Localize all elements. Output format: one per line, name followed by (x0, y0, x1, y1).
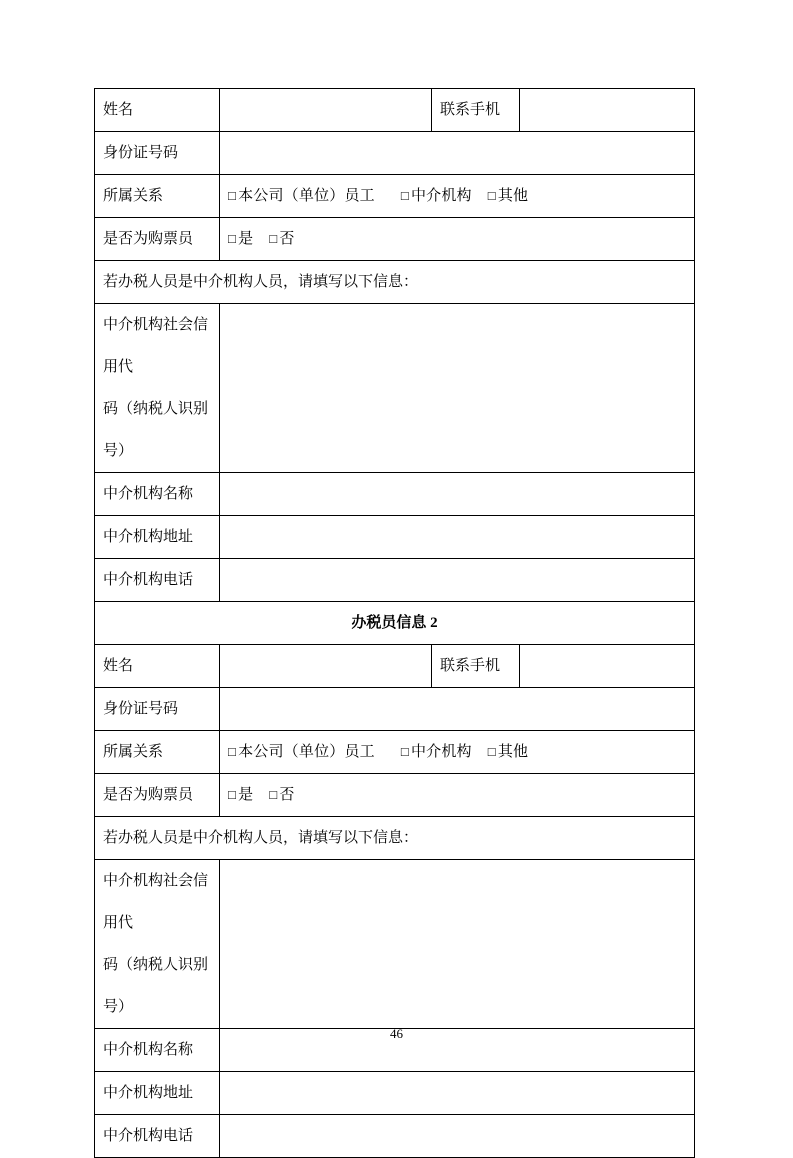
agency-address-value[interactable] (220, 1072, 695, 1115)
checkbox-icon[interactable]: □ (228, 743, 237, 759)
credit-code-label (95, 860, 220, 1029)
table-row (95, 261, 695, 304)
checkbox-icon[interactable]: □ (487, 187, 496, 203)
credit-code-label-line2: 码（纳税人识别号） (103, 957, 209, 1015)
table-row (95, 731, 695, 774)
page-number: 46 (390, 1026, 403, 1041)
table-row (95, 817, 695, 860)
relation-option-employee: 本公司（单位）员工 (238, 187, 375, 204)
table-row (95, 688, 695, 731)
credit-code-value[interactable] (220, 304, 695, 473)
tax-officer-form-table (94, 88, 695, 1158)
table-row (95, 175, 695, 218)
checkbox-icon[interactable]: □ (228, 786, 237, 802)
agency-phone-label: 中介机构电话 (95, 1115, 220, 1158)
relation-options (220, 731, 695, 774)
relation-option-other: 其他 (497, 743, 529, 760)
table-row (95, 304, 695, 473)
agency-phone-value[interactable] (220, 1115, 695, 1158)
checkbox-icon[interactable]: □ (228, 187, 237, 203)
table-row (95, 516, 695, 559)
phone-label: 联系手机 (432, 89, 520, 132)
ticket-buyer-label: 是否为购票员 (95, 774, 220, 817)
checkbox-icon[interactable]: □ (487, 743, 496, 759)
phone-value[interactable] (520, 645, 695, 688)
agency-note: 若办税人员是中介机构人员，请填写以下信息： (95, 261, 695, 304)
agency-note: 若办税人员是中介机构人员，请填写以下信息： (95, 817, 695, 860)
credit-code-label-line2: 码（纳税人识别号） (103, 401, 209, 459)
ticket-buyer-options (220, 218, 695, 261)
relation-options (220, 175, 695, 218)
ticket-buyer-options (220, 774, 695, 817)
relation-label: 所属关系 (95, 731, 220, 774)
name-label: 姓名 (95, 89, 220, 132)
relation-option-agency: 中介机构 (410, 743, 472, 760)
phone-value[interactable] (520, 89, 695, 132)
ticket-option-yes: 是 (238, 230, 254, 247)
table-row (95, 1115, 695, 1158)
id-number-label: 身份证号码 (95, 132, 220, 175)
ticket-option-no: 否 (279, 230, 295, 247)
agency-phone-value[interactable] (220, 559, 695, 602)
credit-code-label (95, 304, 220, 473)
checkbox-icon[interactable]: □ (400, 187, 409, 203)
checkbox-icon[interactable]: □ (228, 230, 237, 246)
id-number-value[interactable] (220, 688, 695, 731)
agency-name-label: 中介机构名称 (95, 1029, 220, 1072)
table-row (95, 473, 695, 516)
ticket-option-no: 否 (279, 786, 295, 803)
table-row (95, 602, 695, 645)
agency-name-label: 中介机构名称 (95, 473, 220, 516)
name-value[interactable] (220, 89, 432, 132)
id-number-value[interactable] (220, 132, 695, 175)
table-row (95, 774, 695, 817)
table-row (95, 132, 695, 175)
name-value[interactable] (220, 645, 432, 688)
relation-option-agency: 中介机构 (410, 187, 472, 204)
id-number-label: 身份证号码 (95, 688, 220, 731)
agency-address-value[interactable] (220, 516, 695, 559)
checkbox-icon[interactable]: □ (400, 743, 409, 759)
table-row (95, 645, 695, 688)
ticket-option-yes: 是 (238, 786, 254, 803)
credit-code-value[interactable] (220, 860, 695, 1029)
table-row (95, 860, 695, 1029)
credit-code-label-line1: 中介机构社会信用代 (103, 317, 209, 375)
ticket-buyer-label: 是否为购票员 (95, 218, 220, 261)
checkbox-icon[interactable]: □ (269, 230, 278, 246)
agency-address-label: 中介机构地址 (95, 516, 220, 559)
agency-phone-label: 中介机构电话 (95, 559, 220, 602)
table-row (95, 559, 695, 602)
section-title-officer-2: 办税员信息 2 (95, 602, 695, 645)
relation-option-employee: 本公司（单位）员工 (238, 743, 375, 760)
relation-label: 所属关系 (95, 175, 220, 218)
credit-code-label-line1: 中介机构社会信用代 (103, 873, 209, 931)
table-row (95, 218, 695, 261)
agency-name-value[interactable] (220, 473, 695, 516)
agency-address-label: 中介机构地址 (95, 1072, 220, 1115)
name-label: 姓名 (95, 645, 220, 688)
table-row (95, 1072, 695, 1115)
checkbox-icon[interactable]: □ (269, 786, 278, 802)
relation-option-other: 其他 (497, 187, 529, 204)
table-row (95, 89, 695, 132)
phone-label: 联系手机 (432, 645, 520, 688)
